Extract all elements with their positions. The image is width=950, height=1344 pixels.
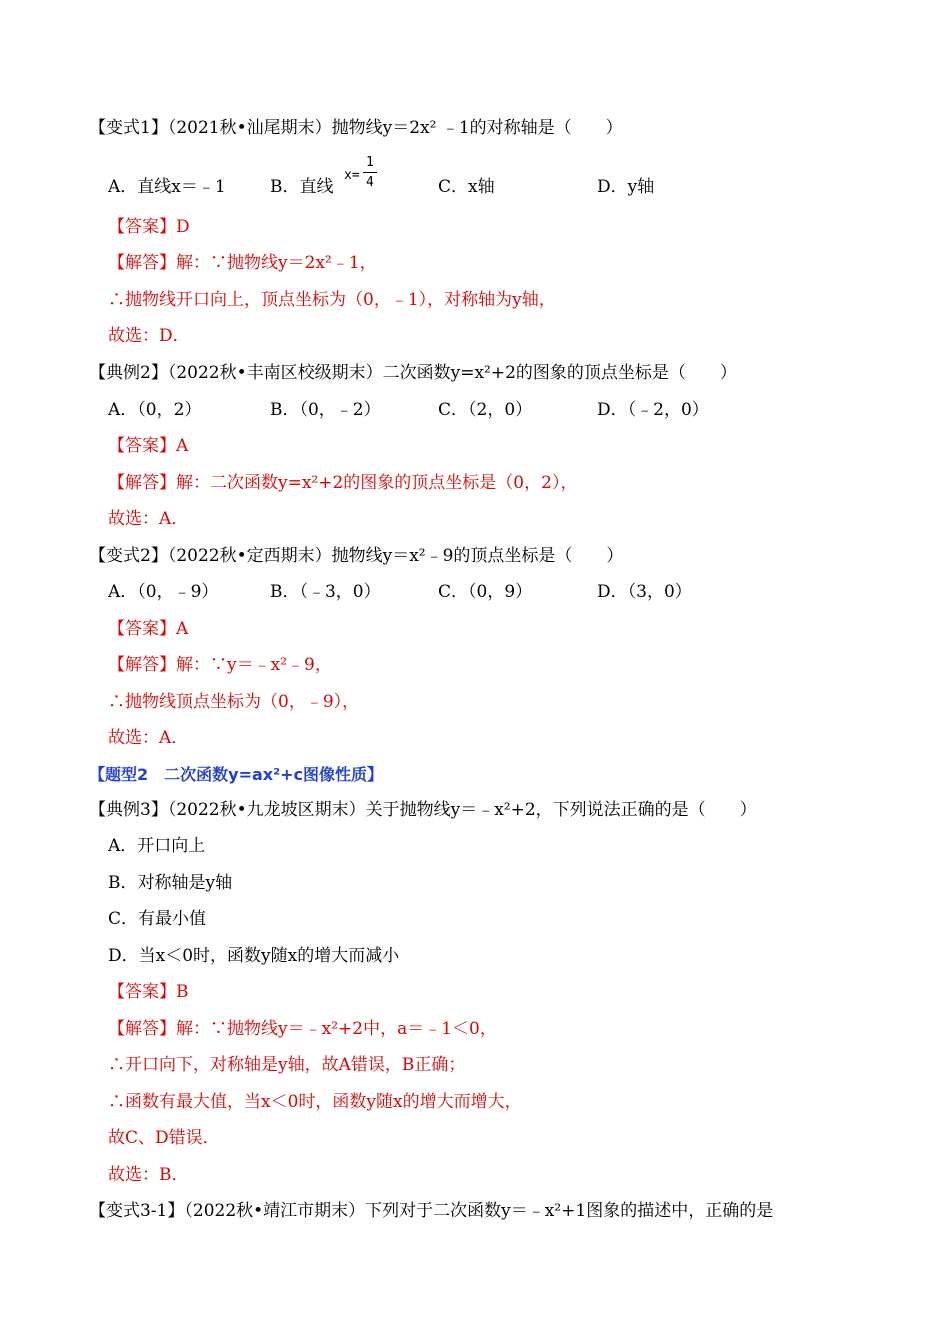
option-d: D．（﹣2，0） bbox=[597, 400, 709, 420]
option-a: A．开口向上 bbox=[108, 836, 206, 856]
question-stem: 【变式2】（2022秋•定西期末）抛物线y＝x²﹣9的顶点坐标是（ ） bbox=[89, 546, 624, 566]
solution-line: 故C、D错误． bbox=[108, 1128, 220, 1148]
fraction-one-quarter bbox=[344, 156, 380, 196]
fraction-x-label: x= bbox=[344, 168, 360, 183]
solution-line: 【解答】解：∵抛物线y＝2x²﹣1， bbox=[108, 253, 377, 273]
answer: 【答案】A bbox=[108, 436, 189, 456]
solution-line: 故选：D． bbox=[108, 326, 190, 346]
option-d: D．y轴 bbox=[597, 177, 655, 197]
option-b: B．（﹣3，0） bbox=[270, 582, 381, 602]
solution-line: ∴抛物线顶点坐标为（0，﹣9）， bbox=[108, 692, 360, 712]
fraction-numerator: 1 bbox=[366, 155, 374, 170]
option-b bbox=[270, 175, 334, 199]
option-c: C．x轴 bbox=[438, 177, 495, 197]
solution-line: ∴抛物线开口向上，顶点坐标为（0，﹣1），对称轴为y轴， bbox=[108, 290, 556, 310]
answer: 【答案】D bbox=[108, 217, 190, 237]
option-b: B．对称轴是y轴 bbox=[108, 873, 233, 893]
option-a: A．（0，﹣9） bbox=[108, 582, 219, 602]
option-c: C．（0，9） bbox=[438, 582, 533, 602]
option-a: A．（0，2） bbox=[108, 400, 202, 420]
option-c: C．（2，0） bbox=[438, 400, 533, 420]
question-stem: 【典例2】（2022秋•丰南区校级期末）二次函数y=x²+2的图象的顶点坐标是（ ） bbox=[89, 363, 737, 383]
fraction-bar bbox=[363, 172, 377, 173]
answer: 【答案】B bbox=[108, 982, 189, 1002]
solution-line: 【解答】解：∵抛物线y＝﹣x²+2中，a＝﹣1＜0， bbox=[108, 1019, 497, 1039]
solution-line: ∴函数有最大值，当x＜0时，函数y随x的增大而增大， bbox=[108, 1092, 522, 1112]
solution-line: 故选：B． bbox=[108, 1165, 189, 1185]
solution-line: 故选：A． bbox=[108, 509, 189, 529]
question-stem: 【典例3】（2022秋•九龙坡区期末）关于抛物线y＝﹣x²+2，下列说法正确的是（ ） bbox=[89, 800, 757, 820]
option-d: D．当x＜0时，函数y随x的增大而减小 bbox=[108, 946, 400, 966]
solution-line: 【解答】解：∵y＝﹣x²﹣9， bbox=[108, 655, 332, 675]
solution-line: ∴开口向下，对称轴是y轴，故A错误，B正确； bbox=[108, 1055, 466, 1075]
section-heading: 【题型2 二次函数y=ax²+c图像性质】 bbox=[89, 765, 383, 784]
option-d: D．（3，0） bbox=[597, 582, 692, 602]
option-b-label: B．直线 bbox=[270, 177, 334, 197]
solution-line: 【解答】解：二次函数y=x²+2的图象的顶点坐标是（0，2）， bbox=[108, 473, 578, 493]
solution-line: 故选：A． bbox=[108, 728, 189, 748]
answer: 【答案】A bbox=[108, 619, 189, 639]
question-stem: 【变式3-1】（2022秋•靖江市期末）下列对于二次函数y＝﹣x²+1图象的描述中，正确的是 bbox=[89, 1201, 774, 1221]
option-c: C．有最小值 bbox=[108, 909, 207, 929]
question-stem: 【变式1】（2021秋•汕尾期末）抛物线y＝2x² ﹣1的对称轴是（ ） bbox=[89, 118, 623, 138]
option-b: B．（0，﹣2） bbox=[270, 400, 381, 420]
fraction-denominator: 4 bbox=[366, 175, 374, 190]
option-a: A．直线x＝﹣1 bbox=[108, 177, 226, 197]
